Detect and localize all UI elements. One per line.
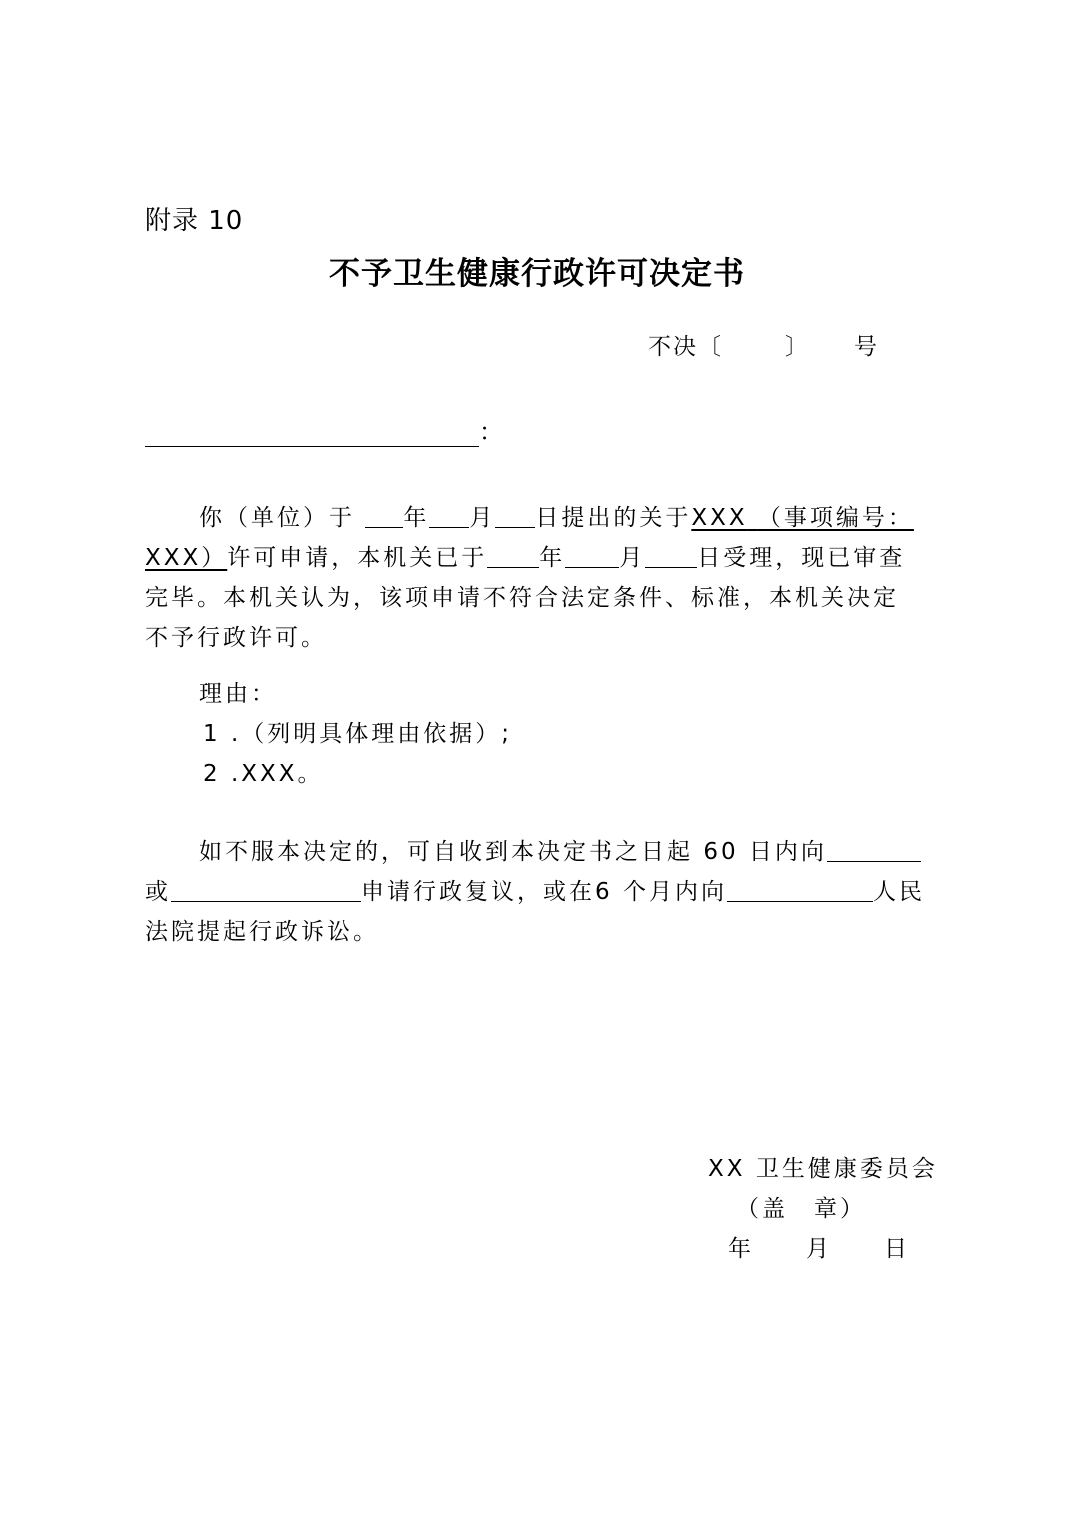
para3-text: 如不服本决定的，可自收到本决定书之日起 [199, 839, 693, 865]
lawsuit-months: 6 [595, 879, 613, 905]
addressee-line [145, 412, 503, 447]
reason-item-1: 1 .（列明具体理由依据）; [203, 721, 513, 747]
year-label: 年 [539, 545, 566, 571]
review-agency-blank-2[interactable] [171, 878, 361, 902]
seal-placeholder: （盖 章） [736, 1196, 866, 1222]
document-number [648, 328, 879, 361]
submit-day-blank[interactable] [495, 504, 535, 528]
para3-line3: 法院提起行政诉讼。 [145, 919, 379, 945]
signature-date: 年 月 日 [728, 1236, 910, 1262]
para1-text: 日提出的关于 [535, 505, 692, 531]
para1-text: 日受理，现已审查 [697, 545, 906, 571]
doc-number-suffix: 号 [854, 334, 879, 360]
month-label: 月 [619, 545, 646, 571]
court-blank[interactable] [727, 878, 873, 902]
submit-month-blank[interactable] [429, 504, 469, 528]
para3-text: 或 [145, 879, 171, 905]
para1-text: 你（单位）于 [199, 505, 355, 531]
para3-text: 日内向 [748, 839, 827, 865]
appeal-days: 60 [703, 839, 739, 865]
month-label: 月 [469, 505, 496, 531]
para1-line4: 不予行政许可。 [145, 625, 327, 651]
item-number: XXX） [145, 545, 228, 571]
para3-text: 个月内向 [622, 879, 727, 905]
item-number-label: （事项编号： [757, 505, 914, 531]
addressee-colon: ： [479, 418, 503, 446]
reasons-heading: 理由： [199, 681, 277, 707]
reason-item-2: 2 .XXX。 [203, 761, 324, 787]
appeal-paragraph [145, 832, 941, 952]
para3-text: 人民 [872, 879, 925, 905]
addressee-blank[interactable] [145, 424, 479, 447]
submit-year-blank[interactable] [365, 504, 403, 528]
accept-day-blank[interactable] [645, 544, 697, 568]
para1-text: 许可申请，本机关已于 [227, 545, 488, 571]
para1-line3: 完毕。本机关认为，该项申请不符合法定条件、标准，本机关决定 [145, 585, 899, 611]
issuing-organization: XX 卫生健康委员会 [708, 1156, 938, 1182]
document-title: 不予卫生健康行政许可决定书 [329, 256, 745, 292]
year-label: 年 [403, 505, 430, 531]
para3-text: 申请行政复议，或在 [361, 879, 595, 905]
review-agency-blank-1[interactable] [827, 838, 921, 862]
accept-month-blank[interactable] [565, 544, 619, 568]
doc-number-bracket-close: 〕 [785, 334, 810, 360]
doc-number-prefix: 不决〔 [648, 334, 723, 360]
accept-year-blank[interactable] [487, 544, 539, 568]
appendix-label: 附录 10 [145, 206, 244, 236]
item-name: XXX [691, 505, 748, 531]
decision-paragraph [145, 498, 941, 658]
